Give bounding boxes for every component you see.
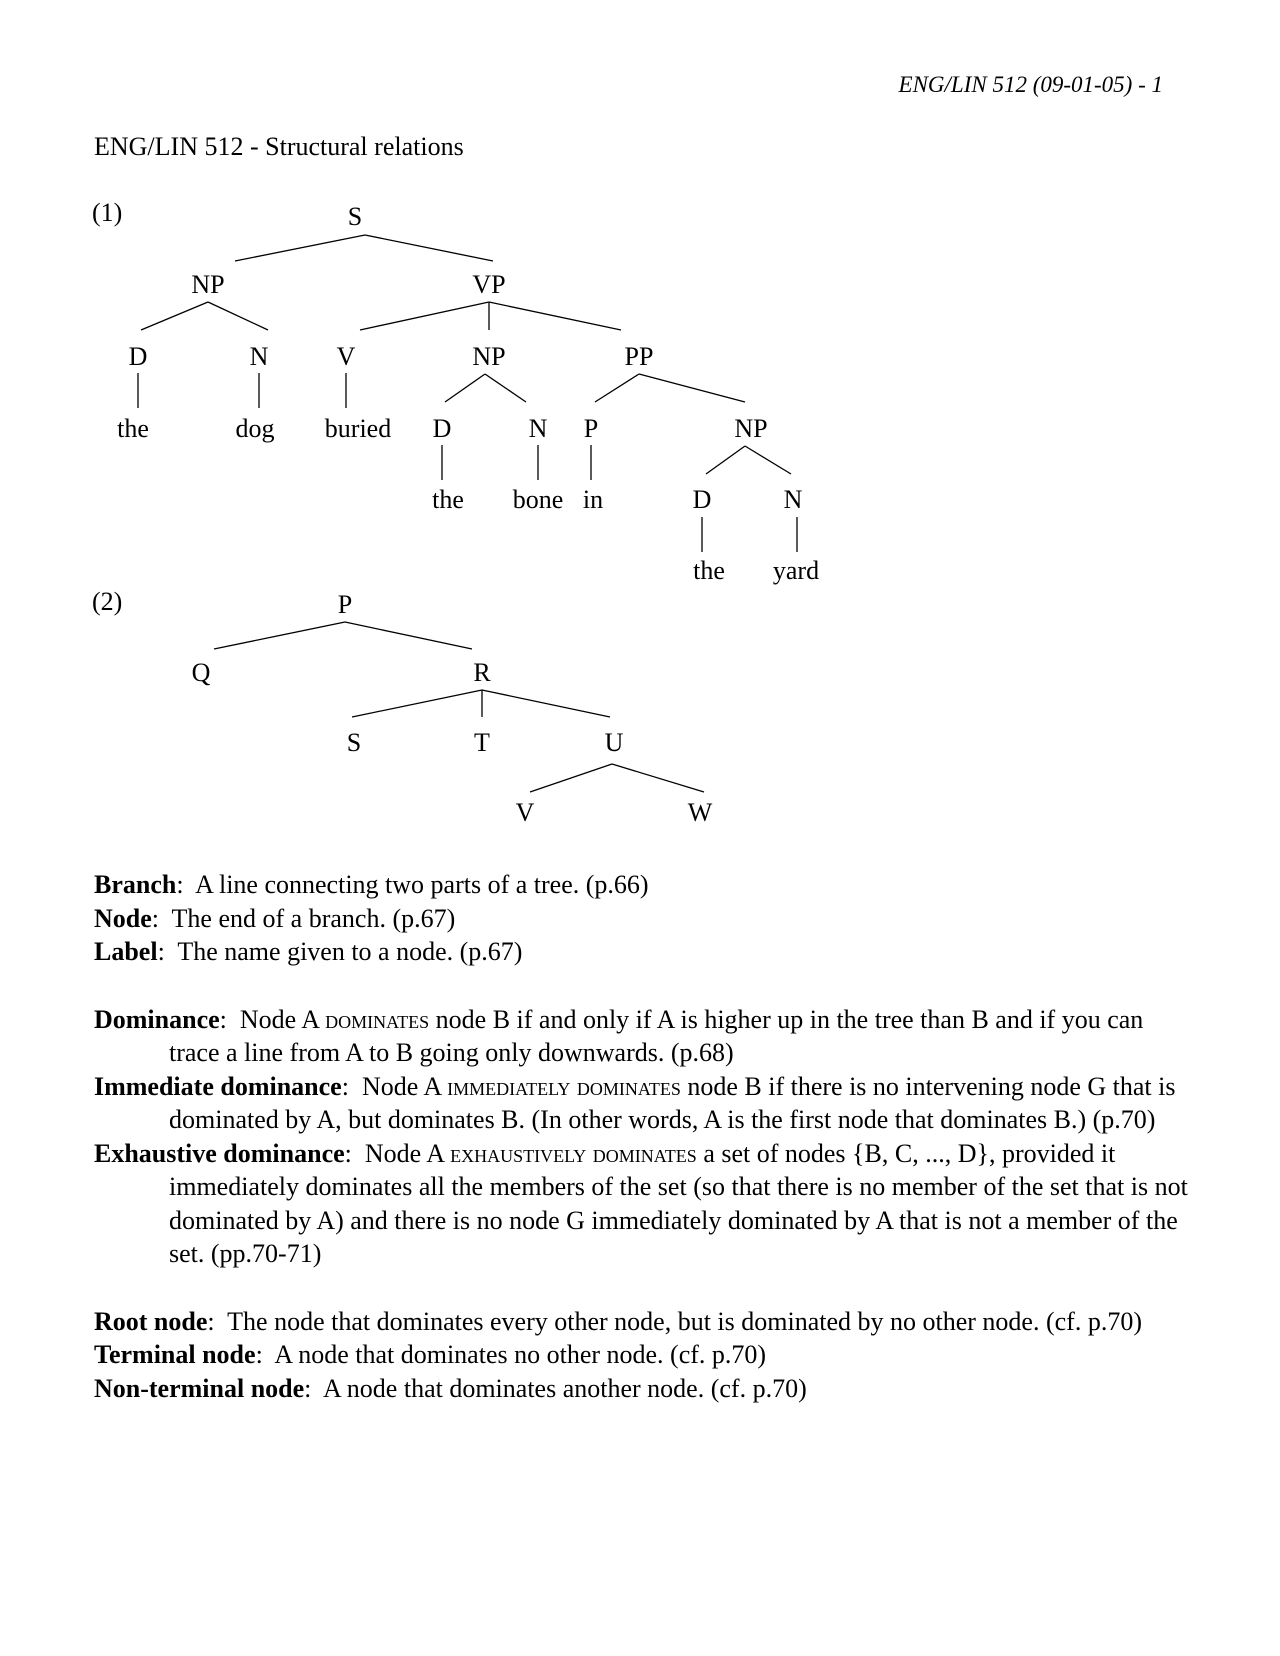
definition-dominance: Dominance: Node A dominates node B if and only if A is higher up in the tree than B and if you can trace a line from A to B going only downwards. (p.68) — [94, 1004, 1144, 1067]
definition-immediate-dominance: Immediate dominance: Node A immediately dominates node B if there is no intervening node G that is dominated by A, but dominates B. (In other words, A is the first node that dominates B.) (p.70) — [94, 1071, 1176, 1134]
term-exhaustive-dominance: Exhaustive dominance — [94, 1138, 345, 1168]
definition-dominance-pre: Node A — [239, 1004, 326, 1034]
definitions-section — [94, 868, 1194, 1405]
tree1-node-np-pp: NP — [734, 414, 768, 443]
tree2-node-p: P — [337, 590, 353, 619]
definition-terminal-node-text: A node that dominates no other node. (cf. p.70) — [274, 1340, 767, 1369]
term-dominance: Dominance — [94, 1004, 220, 1034]
tree1-word-dog: dog — [235, 414, 275, 443]
tree1-word-the: the — [117, 414, 149, 443]
definition-immediate-dominance-pre: Node A — [361, 1071, 448, 1101]
tree1-node-d: D — [128, 342, 148, 371]
definition-branch-text: A line connecting two parts of a tree. (p.66) — [195, 870, 649, 899]
tree1-node-n: N — [249, 342, 269, 371]
tree1-node-n-pp: N — [783, 485, 803, 514]
definition-terminal-node: Terminal node: A node that dominates no other node. (cf. p.70) — [94, 1340, 767, 1369]
term-label: Label — [94, 937, 158, 966]
example-2-label: (2) — [92, 587, 123, 616]
term-immediate-dominance: Immediate dominance — [94, 1071, 342, 1101]
tree1-node-p: P — [583, 414, 599, 443]
definition-non-terminal-node-text: A node that dominates another node. (cf. p.70) — [322, 1373, 807, 1403]
tree2-node-r: R — [473, 658, 491, 687]
tree2-node-q: Q — [191, 658, 211, 687]
definition-immediate-dominance-post: node B if there is no intervening node G that is dominated by A, but dominates B. (In other words, A is the first node that dominates B.) (p.70) — [169, 1071, 1176, 1134]
definition-root-node-text: The node that dominates every other node, but is dominated by no other node. (cf. p.70) — [227, 1306, 1142, 1336]
definition-exhaustive-dominance-pre: Node A — [364, 1138, 451, 1168]
tree1-word-in: in — [582, 485, 604, 514]
tree1-node-vp: VP — [472, 270, 506, 299]
tree1-word-the-pp: the — [693, 556, 725, 585]
term-node: Node — [94, 903, 152, 933]
tree1-word-buried: buried — [324, 414, 392, 443]
tree2-branches — [214, 622, 704, 792]
definition-branch: Branch: A line connecting two parts of a tree. (p.66) — [94, 870, 649, 899]
definition-node-text: The end of a branch. (p.67) — [171, 903, 456, 933]
definition-exhaustive-dominance: Exhaustive dominance: Node A exhaustively dominates a set of nodes {B, C, ..., D}, provided it immediately dominates all the members of the set (so that there is no member of the set that is not dominated by A) and there is no node G immediately dominated by A that is not a member of the set. (pp.70-71) — [94, 1138, 1188, 1268]
tree1-node-d-pp: D — [692, 485, 712, 514]
tree1-word-bone: bone — [512, 485, 564, 514]
definition-immediate-dominance-smallcaps: immediately dominates — [447, 1071, 681, 1101]
tree1-node-d-object: D — [432, 414, 452, 443]
term-branch: Branch — [94, 870, 177, 899]
tree1-word-yard: yard — [772, 556, 820, 585]
term-non-terminal-node: Non-terminal node — [94, 1373, 305, 1403]
term-terminal-node: Terminal node — [94, 1340, 256, 1369]
definition-label: Label: The name given to a node. (p.67) — [94, 937, 523, 966]
tree1-node-np: NP — [191, 270, 225, 299]
definition-exhaustive-dominance-smallcaps: exhaustively dominates — [450, 1138, 697, 1168]
tree2-node-t: T — [474, 728, 490, 757]
tree2-node-w: W — [687, 798, 713, 827]
tree1-node-v: V — [336, 342, 356, 371]
tree2-node-v: V — [515, 798, 535, 827]
definition-dominance-post: node B if and only if A is higher up in the tree than B and if you can trace a line from A to B going only downwards. (p.68) — [169, 1004, 1144, 1067]
document-title: ENG/LIN 512 - Structural relations — [94, 132, 464, 161]
definition-exhaustive-dominance-post: a set of nodes {B, C, ..., D}, provided it immediately dominates all the members of the set (so that there is no member of the set that is not dominated by A) and there is no node G immediately dominated by A that is not a member of the set. (pp.70-71) — [169, 1138, 1188, 1268]
tree1-node-n-object: N — [528, 414, 548, 443]
term-root-node: Root node — [94, 1306, 208, 1336]
tree1-node-s: S — [347, 202, 363, 231]
tree2-node-s: S — [346, 728, 362, 757]
example-1-label: (1) — [92, 198, 123, 227]
definition-non-terminal-node: Non-terminal node: A node that dominates another node. (cf. p.70) — [94, 1373, 807, 1403]
definition-root-node: Root node: The node that dominates every other node, but is dominated by no other node. (cf. p.70) — [94, 1306, 1142, 1336]
definition-node: Node: The end of a branch. (p.67) — [94, 903, 456, 933]
tree1-word-the-object: the — [432, 485, 464, 514]
tree1-node-pp: PP — [624, 342, 654, 371]
tree2-node-u: U — [604, 728, 624, 757]
definition-label-text: The name given to a node. (p.67) — [177, 937, 523, 966]
page-header: ENG/LIN 512 (09-01-05) - 1 — [898, 72, 1163, 97]
tree1-node-np-object: NP — [472, 342, 506, 371]
definition-dominance-smallcaps: dominates — [325, 1004, 430, 1034]
